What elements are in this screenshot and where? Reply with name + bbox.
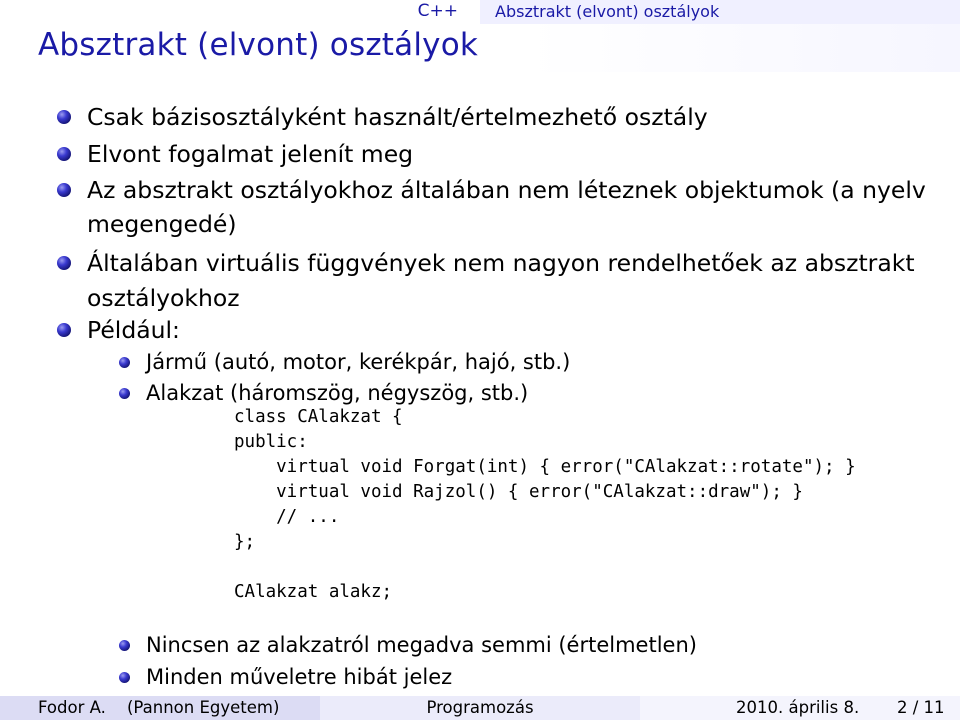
sub-bullet-icon <box>119 640 130 651</box>
bullet-item-4: Általában virtuális függvények nem nagyon rendelhetőek az absztrakt <box>87 249 915 277</box>
code-line: CAlakzat alakz; <box>234 582 393 602</box>
sub-bullet-icon <box>119 357 130 368</box>
header-bar <box>0 0 960 24</box>
bullet-item-3-continuation: megengedé) <box>87 210 237 238</box>
footer-author: Fodor A. <box>38 698 106 717</box>
bullet-icon <box>57 110 71 124</box>
footer <box>0 696 960 720</box>
sub-bullet-item-1: Jármű (autó, motor, kerékpár, hajó, stb.) <box>146 350 571 374</box>
bullet-item-4-continuation: osztályokhoz <box>87 284 240 312</box>
code-line: }; <box>234 532 256 552</box>
bullet-icon <box>57 147 71 161</box>
bullet-icon <box>57 183 71 197</box>
code-line: // ... <box>234 507 340 527</box>
footer-page-number: 2 / 11 <box>897 698 945 717</box>
header-section-link[interactable]: C++ <box>417 1 458 21</box>
code-line: virtual void Forgat(int) { error("CAlakzat::rotate"); } <box>234 457 856 477</box>
header-subsection-link[interactable]: Absztrakt (elvont) osztályok <box>495 2 720 21</box>
bullet-item-3: Az absztrakt osztályokhoz általában nem léteznek objektumok (a nyelv <box>87 176 926 204</box>
bullet-item-5: Például: <box>87 316 180 344</box>
footer-institute: (Pannon Egyetem) <box>127 698 280 717</box>
bullet-icon <box>57 256 71 270</box>
code-line: class CAlakzat { <box>234 407 403 427</box>
bullet-item-2: Elvont fogalmat jelenít meg <box>87 140 414 168</box>
frame-title: Absztrakt (elvont) osztályok <box>38 27 479 63</box>
footer-date: 2010. április 8. <box>736 698 860 717</box>
code-line: virtual void Rajzol() { error("CAlakzat::draw"); } <box>234 482 803 502</box>
footer-title-box <box>320 696 640 720</box>
header-left <box>0 0 480 24</box>
bullet-icon <box>57 323 71 337</box>
sub-bullet-icon <box>119 672 130 683</box>
footer-date-page <box>640 696 960 720</box>
bullet-item-1: Csak bázisosztályként használt/értelmezhető osztály <box>87 103 708 131</box>
code-line: public: <box>234 432 308 452</box>
title-bar <box>0 24 960 72</box>
sub-bullet-item-4: Minden műveletre hibát jelez <box>146 665 453 689</box>
sub-bullet-item-2: Alakzat (háromszög, négyszög, stb.) <box>146 381 529 405</box>
sub-bullet-item-3: Nincsen az alakzatról megadva semmi (értelmetlen) <box>146 633 697 657</box>
footer-author-institute <box>0 696 320 720</box>
header-right <box>480 0 960 24</box>
footer-title: Programozás <box>426 698 534 717</box>
sub-bullet-icon <box>119 388 130 399</box>
